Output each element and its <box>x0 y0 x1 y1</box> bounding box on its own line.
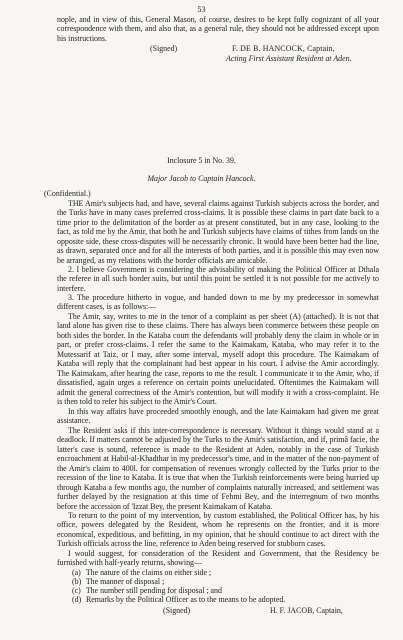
page-number: 53 <box>197 5 206 14</box>
confidential-label: (Confidential.) <box>44 189 91 198</box>
letter-heading: Major Jacob to Captain Hancock. <box>147 174 256 183</box>
list-item <box>72 595 372 604</box>
list-item-text: Remarks by the Political Officer as to the means to be adopted. <box>85 595 286 604</box>
closing-signatory-name: H. F. JACOB, Captain, <box>270 606 343 615</box>
paragraph-3: 3. The procedure hitherto in vogue, and handed down to me by my predecessor in somewhat different cases, is as follows:— <box>57 293 379 312</box>
paragraph-6: The Resident asks if this inter-correspondence is necessary. Without it things would stand at a deadlock. If matters cannot be adjusted by the Turks to the Amir's satisfaction, and if, primâ facie, the latter's case is sound, reference is made to the Resident at Aden, notably in the case of Turkish encroachment at Habil-al-Khadthar in my predecessor's time, and in the matter of the non-payment of the Amir's claim to 400l. for compensation of revenues wrongly collected by the Turks prior to the recession of the line to Kataba. It is true that when the Turkish reinforcements were being hurried up through Kataba a few months ago, the number of complaints naturally increased, and settlement was further delayed by the resignation at this time of Fehmi Bey, and the interregnum of two months before the accession of 'Izzat Bey, the present Kaimakam of Kataba. <box>57 426 379 511</box>
paragraph-4: The Amir, say, writes to me in the tenor of a complaint as per sheet (A) (attached). It is not that land alone has given rise to these claims. There has always been commerce between these people on both sides the border. In the Kataba court the defendants will probably deny the claim in whole or in part, or prefer cross-claims. I refer the same to the Kaimakam, Kataba, who may refer it to the Mutessarif at Taiz, or I may, after some interval, myself adopt this procedure. The Kaimakam of Kataba will reply that the complainant had best appear in his court. I advise the Amir accordingly. The Kaimakam, after hearing the case, reports to me the result. I communicate it to the Amir, who, if dissatisfied, again urges a reference on certain points unelucidated. Oftentimes the Kaimakam will admit the general correctness of the Amir's contention, but will modify it with a cross-complaint. He is then told to refer his subject to the Amir's Court. <box>57 312 379 407</box>
closing-signed-label: (Signed) <box>163 606 191 615</box>
list-item-label: (a) <box>72 568 81 577</box>
signatory-title: Acting First Assistant Resident at Aden. <box>226 54 352 63</box>
list-item-text: The number still pending for disposal ; and <box>85 586 222 595</box>
paragraph-8: I would suggest, for consideration of the Resident and Government, that the Residency be furnished with half-yearly returns, showing— <box>57 549 379 568</box>
list-item-text: The nature of the claims on either side ; <box>85 568 212 577</box>
paragraph-7: To return to the point of my intervention, by custom established, the Political Officer has, by his office, powers delegated by the Resident, whom he represents on the frontier, and it is more economical, expeditious, and befitting, in my opinion, that he should continue to act direct with the Turkish officials across the line, reference to Aden being reserved for stubborn cases. <box>57 511 379 549</box>
paragraph-1: THE Amir's subjects had, and have, several claims against Turkish subjects across the border, and the Turks have in many cases preferred cross-claims. It is possible these claims in part date back to a time prior to the delimitation of the border as at present constituted, but in any case, looking to the fact, as told me by the Amir, that both he and Turkish subjects have claims of tithes from lands on the opposite side, these cross-disputes will be necessarily chronic. It would have been better had the line, as drawn, separated once and for all the interests of both parties, and it is possible this may even now be arranged, as my relations with the border officials are amicable. <box>57 199 379 265</box>
list-item-label: (b) <box>72 577 82 586</box>
top-paragraph: nople, and in view of this, General Mason, of course, desires to be kept fully cognizant of all your correspondence with them, and also that, as a general rule, they should not be addressed except upon his instructions. <box>57 15 379 43</box>
signed-label: (Signed) <box>150 44 178 53</box>
paragraph-2: 2. I believe Government is considering the advisability of making the Political Officer at Dthala the referee in all such border suits, but until this point be settled it is not possible for me actively to interfere. <box>57 265 379 293</box>
list-item-text: The manner of disposal ; <box>85 577 165 586</box>
list-item-label: (d) <box>72 595 82 604</box>
paragraph-5: In this way affairs have proceeded smoothly enough, and the late Kaimakam had given me great assistance. <box>57 407 379 426</box>
signatory-name: F. DE B. HANCOCK, Captain, <box>232 44 335 53</box>
list-item-label: (c) <box>72 586 81 595</box>
inclosure-heading: Inclosure 5 in No. 39. <box>167 156 236 165</box>
